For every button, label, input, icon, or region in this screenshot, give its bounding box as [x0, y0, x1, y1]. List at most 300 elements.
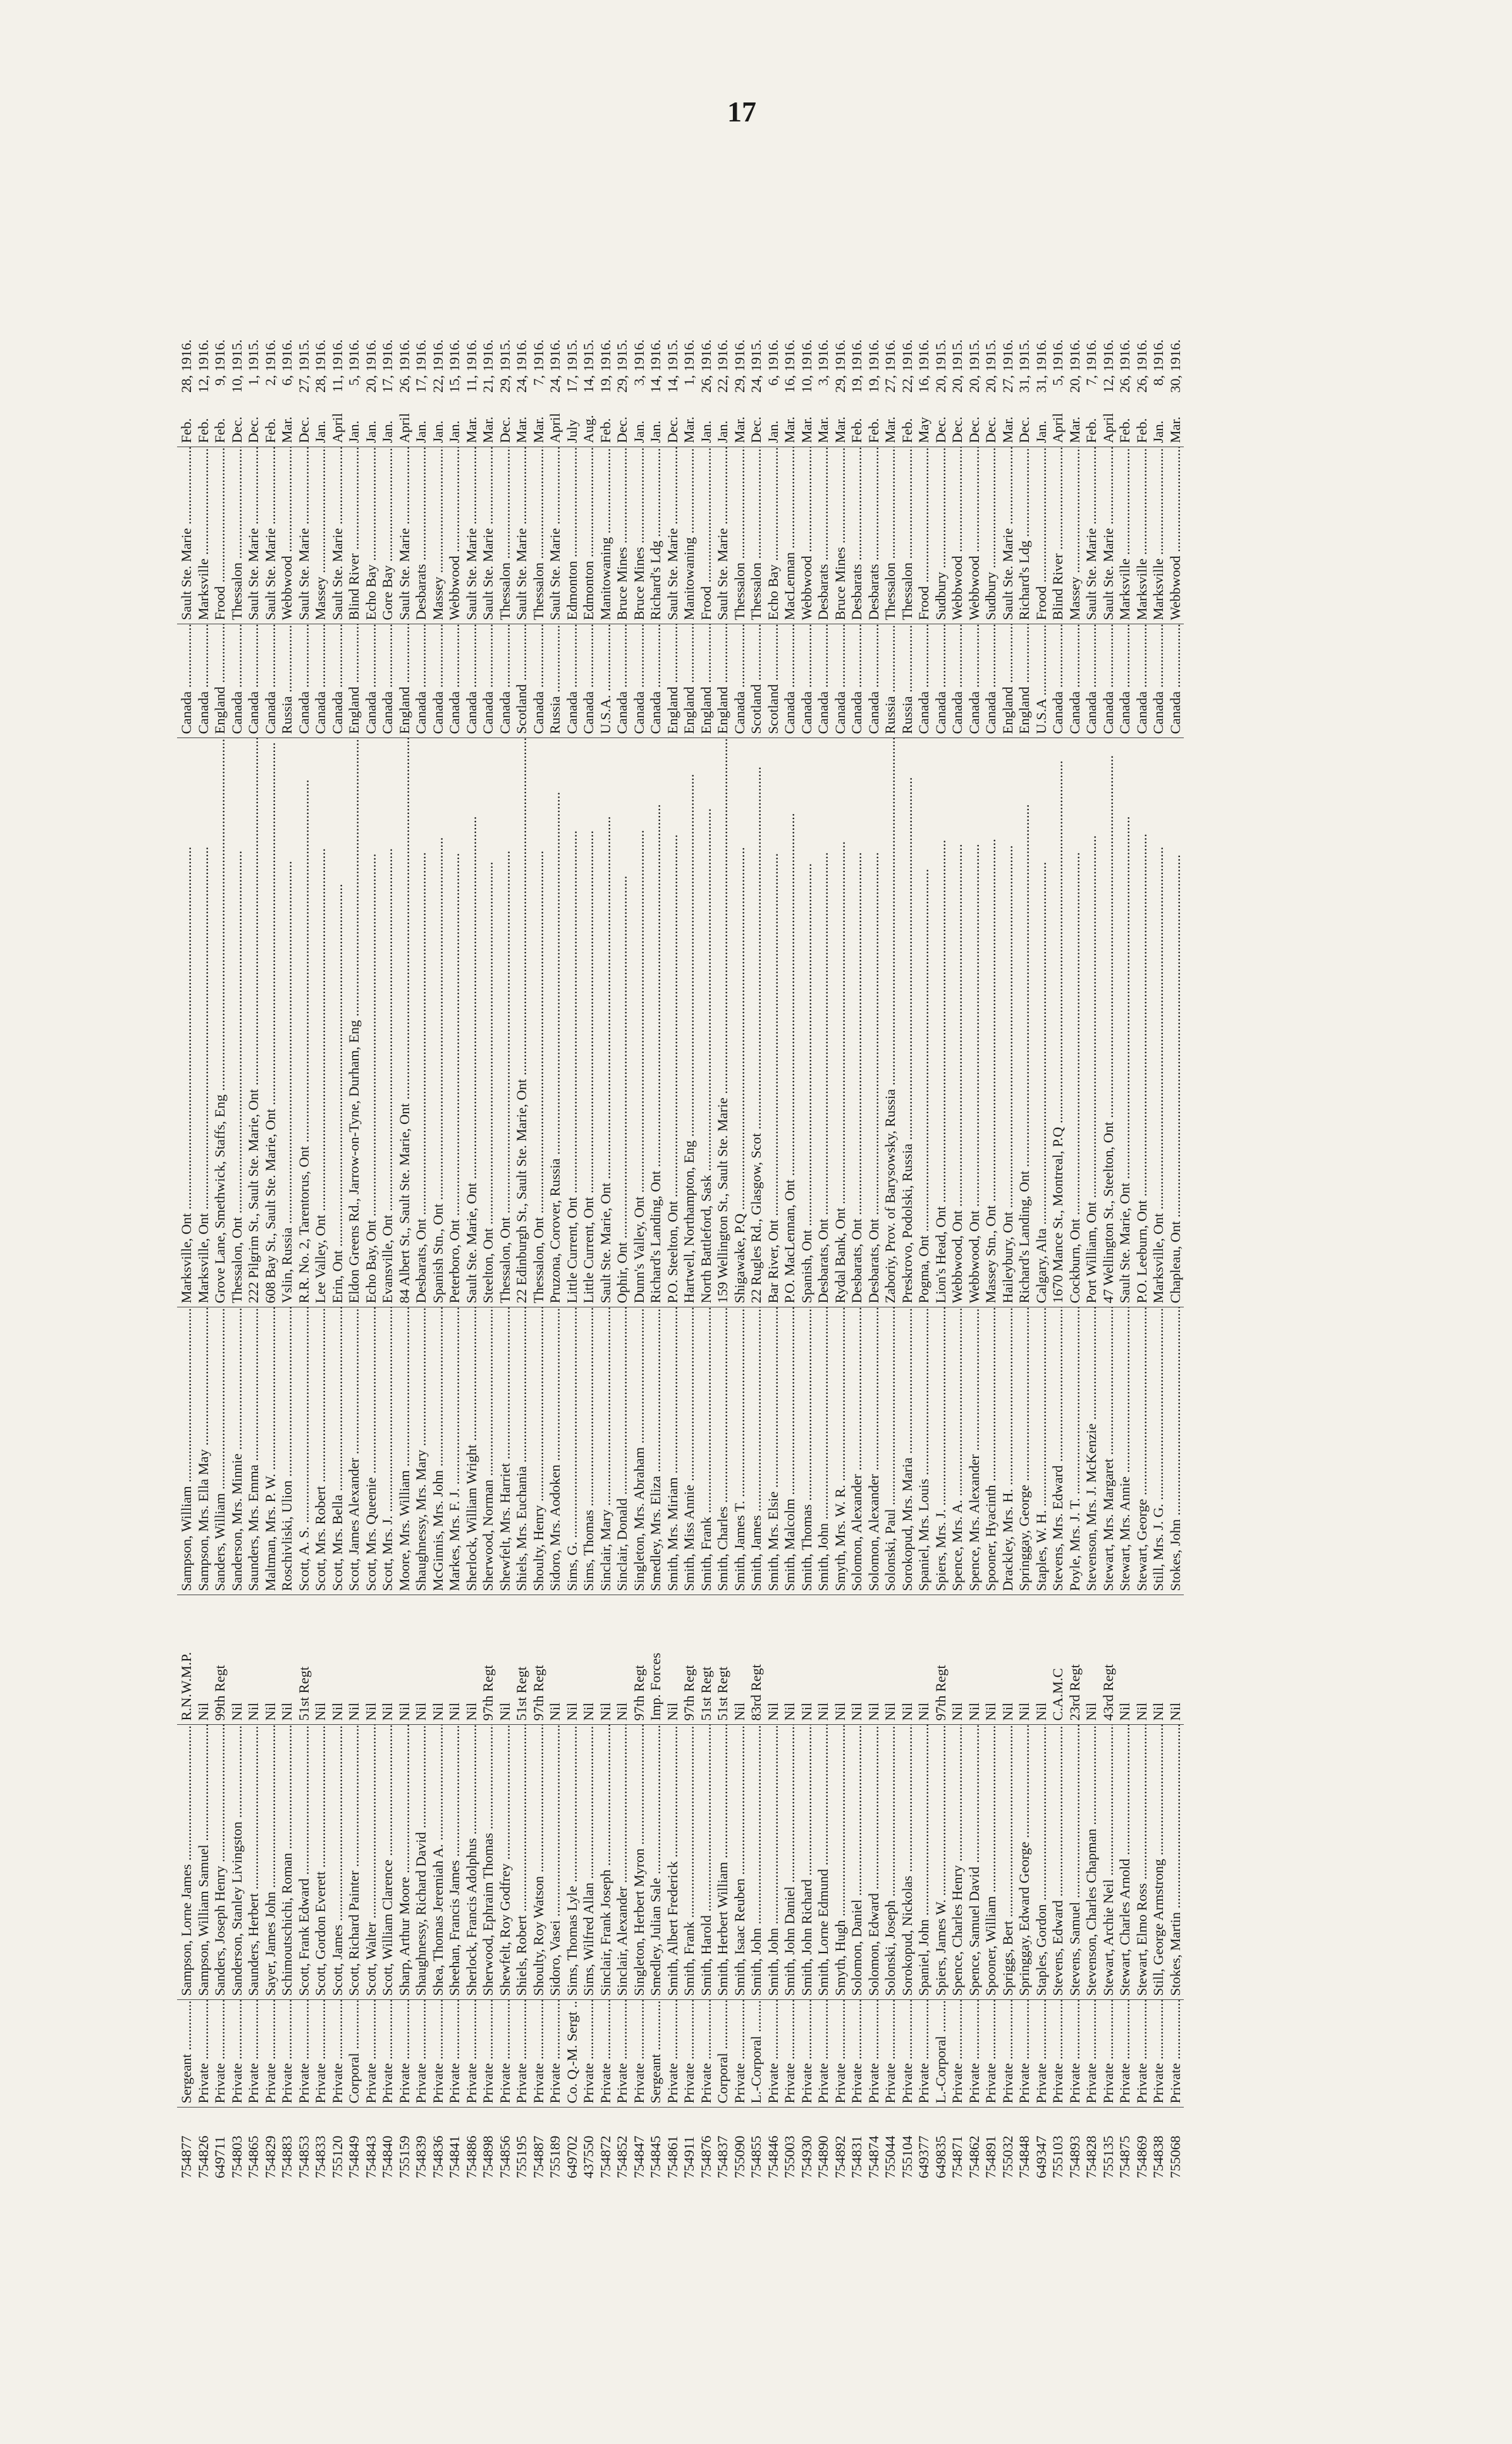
former-corps: Nil [279, 1595, 296, 1725]
next-of-kin: Poyle, Mrs. J. T. ..... [1067, 1307, 1084, 1595]
regimental-number: 754893 [1067, 2108, 1084, 2182]
former-corps: Nil [446, 1595, 464, 1725]
date-month: May [916, 417, 931, 443]
rank: Private ..... [899, 2000, 916, 2108]
date-year: 1916. [346, 339, 362, 372]
date-month: Mar. [513, 416, 529, 443]
date-year: 1916. [1117, 339, 1133, 372]
date-year: 1916. [379, 339, 395, 372]
former-corps: Imp. Forces [648, 1595, 665, 1725]
date-year: 1915. [228, 339, 245, 372]
date-month: April [329, 413, 345, 443]
table-row [497, 133, 514, 2182]
regimental-number: 754828 [1083, 2108, 1100, 2182]
date-month: Mar. [681, 416, 697, 443]
kin-address: P.O. Steelton, Ont ..... [665, 738, 682, 1307]
place-of-enlistment: Desbarats ..... [815, 447, 832, 624]
next-of-kin: Saunders, Mrs. Emma ..... [245, 1307, 262, 1595]
former-corps: 51st Regt [513, 1595, 531, 1725]
date-day: 20, [362, 374, 379, 393]
soldier-name: Stevenson, Charles Chapman ..... [1083, 1725, 1100, 2000]
soldier-name: Smith, Albert Frederick ..... [665, 1725, 682, 2000]
table-row [681, 133, 698, 2182]
table-row [765, 133, 782, 2182]
table-row [899, 133, 916, 2182]
place-of-enlistment: Frood ..... [1033, 447, 1050, 624]
date-day: 21, [480, 374, 496, 393]
place-of-enlistment: Richard's Ldg ..... [648, 447, 665, 624]
country-of-birth: Canada ..... [195, 624, 212, 738]
place-of-enlistment: Webbwood ..... [446, 447, 464, 624]
date-day: 31, [1016, 374, 1032, 393]
enlistment-date [363, 133, 380, 447]
date-year: 1915. [496, 339, 513, 372]
kin-address: Evansville, Ont ..... [379, 738, 396, 1307]
soldier-name: Sheehan, Francis James ..... [446, 1725, 464, 2000]
former-corps: 83rd Regt [748, 1595, 765, 1725]
country-of-birth: Canada ..... [329, 624, 347, 738]
date-day: 17, [563, 374, 580, 393]
rank: Private ..... [983, 2000, 1000, 2108]
kin-address: Marksville, Ont ..... [1150, 738, 1167, 1307]
date-year: 1916. [178, 339, 194, 372]
date-day: 27, [999, 374, 1016, 393]
rank: Private ..... [262, 2000, 280, 2108]
soldier-name: Scott, James ..... [329, 1725, 347, 2000]
date-day: 1, [681, 374, 697, 386]
soldier-name: Sorokopud, Nickolas ..... [899, 1725, 916, 2000]
table-row [732, 133, 749, 2182]
regimental-number: 754848 [1016, 2108, 1033, 2182]
place-of-enlistment: Sault Ste. Marie ..... [1000, 447, 1017, 624]
table-row [464, 133, 481, 2182]
kin-address: 47 Wellington St., Steelton, Ont ..... [1100, 738, 1117, 1307]
regimental-number: 754862 [966, 2108, 983, 2182]
next-of-kin: Sampson, William ..... [177, 1307, 195, 1595]
kin-address: Bar River, Ont ..... [765, 738, 782, 1307]
enlistment-date [1050, 133, 1067, 447]
country-of-birth: England ..... [396, 624, 414, 738]
country-of-birth: Canada ..... [966, 624, 983, 738]
enlistment-date [598, 133, 615, 447]
kin-address: Massey Stn., Ont ..... [983, 738, 1000, 1307]
former-corps: Nil [195, 1595, 212, 1725]
date-year: 1915. [1016, 339, 1032, 372]
rank: Private ..... [279, 2000, 296, 2108]
country-of-birth: England ..... [1016, 624, 1033, 738]
date-month: Jan. [648, 420, 663, 443]
table-row [430, 133, 447, 2182]
next-of-kin: Smith, Thomas ..... [799, 1307, 816, 1595]
date-month: Mar. [1066, 416, 1083, 443]
kin-address: P.O. Leeburn, Ont ..... [1134, 738, 1151, 1307]
place-of-enlistment: Marksville ..... [1150, 447, 1167, 624]
rank: Private ..... [631, 2000, 648, 2108]
rank: Private ..... [832, 2000, 849, 2108]
regimental-number: 754886 [464, 2108, 481, 2182]
date-year: 1916. [916, 339, 931, 372]
regimental-number: 754841 [446, 2108, 464, 2182]
soldier-name: Spence, Charles Henry ..... [949, 1725, 966, 2000]
regimental-number: 754803 [229, 2108, 246, 2182]
date-year: 1916. [782, 339, 797, 372]
soldier-name: Sayer, James John ..... [262, 1725, 280, 2000]
kin-address: Eldon Greens Rd., Jarrow-on-Tyne, Durham, Eng ..... [346, 738, 363, 1307]
table-row [396, 133, 414, 2182]
enlistment-date [748, 133, 765, 447]
date-year: 1916. [731, 339, 747, 372]
place-of-enlistment: Sault Ste. Marie ..... [1100, 447, 1117, 624]
kin-address: Webbwood, Ont ..... [949, 738, 966, 1307]
date-year: 1915. [295, 339, 312, 372]
next-of-kin: Sorokopud, Mrs. Maria ..... [899, 1307, 916, 1595]
date-day: 8, [1150, 374, 1166, 386]
rank: Private ..... [949, 2000, 966, 2108]
place-of-enlistment: Thessalon ..... [732, 447, 749, 624]
next-of-kin: Solomon, Alexander ..... [849, 1307, 866, 1595]
date-year: 1916. [446, 339, 462, 372]
country-of-birth: Canada ..... [312, 624, 329, 738]
rank: Private ..... [329, 2000, 347, 2108]
regimental-number: 754874 [866, 2108, 883, 2182]
regimental-number: 755189 [547, 2108, 564, 2182]
next-of-kin: Shoulty, Henry ..... [531, 1307, 548, 1595]
date-month: Mar. [530, 416, 546, 443]
kin-address: Marksville, Ont ..... [177, 738, 195, 1307]
enlistment-date [312, 133, 329, 447]
date-day: 24, [547, 374, 563, 393]
country-of-birth: Russia ..... [279, 624, 296, 738]
country-of-birth: England ..... [665, 624, 682, 738]
country-of-birth: Canada ..... [933, 624, 950, 738]
enlistment-date [1167, 133, 1184, 447]
date-month: Dec. [748, 416, 764, 443]
country-of-birth: Canada ..... [631, 624, 648, 738]
date-day: 29, [496, 374, 513, 393]
former-corps: 97th Regt [933, 1595, 950, 1725]
next-of-kin: Shiels, Mrs. Euchania ..... [513, 1307, 531, 1595]
soldier-name: Smedley, Julian Sale ..... [648, 1725, 665, 2000]
kin-address: Steelton, Ont ..... [480, 738, 497, 1307]
rank: Sergeant ..... [648, 2000, 665, 2108]
country-of-birth: Canada ..... [531, 624, 548, 738]
next-of-kin: Scott, James Alexander ..... [346, 1307, 363, 1595]
country-of-birth: U.S.A. ..... [598, 624, 615, 738]
place-of-enlistment: Sudbury ..... [983, 447, 1000, 624]
former-corps: 51st Regt [698, 1595, 715, 1725]
table-row [1033, 133, 1050, 2182]
date-year: 1915. [983, 339, 999, 372]
table-row [212, 133, 229, 2182]
rank: Sergeant ..... [177, 2000, 195, 2108]
kin-address: Zaboriy, Prov. of Barysowsky, Russia ..... [882, 738, 899, 1307]
date-day: 12, [195, 374, 211, 393]
kin-address: Erin, Ont ..... [329, 738, 347, 1307]
place-of-enlistment: Bruce Mines ..... [631, 447, 648, 624]
table-row [665, 133, 682, 2182]
regimental-number: 754865 [245, 2108, 262, 2182]
date-year: 1916. [865, 339, 882, 372]
former-corps: 97th Regt [480, 1595, 497, 1725]
date-year: 1916. [312, 339, 328, 372]
table-row [748, 133, 765, 2182]
date-year: 1916. [413, 339, 429, 372]
table-row [262, 133, 280, 2182]
date-month: Jan. [446, 420, 462, 443]
date-day: 10, [798, 374, 814, 393]
date-year: 1916. [329, 339, 345, 372]
next-of-kin: Markes, Mrs. F. J. ..... [446, 1307, 464, 1595]
date-day: 11, [329, 374, 345, 393]
place-of-enlistment: Sault Ste. Marie ..... [513, 447, 531, 624]
country-of-birth: Canada ..... [614, 624, 631, 738]
soldier-name: Sampson, William Samuel ..... [195, 1725, 212, 2000]
date-year: 1916. [1133, 339, 1150, 372]
enlistment-date [296, 133, 313, 447]
next-of-kin: Singleton, Mrs. Abraham ..... [631, 1307, 648, 1595]
date-day: 20, [983, 374, 999, 393]
former-corps: Nil [379, 1595, 396, 1725]
former-corps: 99th Regt [212, 1595, 229, 1725]
country-of-birth: Canada ..... [564, 624, 581, 738]
enlistment-date [849, 133, 866, 447]
next-of-kin: Sims, Thomas ..... [581, 1307, 598, 1595]
date-day: 20, [1066, 374, 1083, 393]
place-of-enlistment: Bruce Mines ..... [614, 447, 631, 624]
date-month: Dec. [245, 416, 261, 443]
date-month: Feb. [899, 418, 915, 443]
rank: Private ..... [480, 2000, 497, 2108]
table-row [849, 133, 866, 2182]
rank: Private ..... [413, 2000, 430, 2108]
enlistment-date [983, 133, 1000, 447]
table-row [983, 133, 1000, 2182]
kin-address: Thessalon, Ont ..... [497, 738, 514, 1307]
place-of-enlistment: Thessalon ..... [748, 447, 765, 624]
kin-address: Pogma, Ont ..... [916, 738, 933, 1307]
date-year: 1916. [630, 339, 647, 372]
rank: Private ..... [229, 2000, 246, 2108]
date-day: 7, [530, 374, 546, 386]
enlistment-date [430, 133, 447, 447]
date-year: 1916. [681, 339, 697, 372]
kin-address: Rydal Bank, Ont ..... [832, 738, 849, 1307]
table-row [1067, 133, 1084, 2182]
country-of-birth: Russia ..... [547, 624, 564, 738]
country-of-birth: Canada ..... [177, 624, 195, 738]
page-number: 17 [727, 96, 756, 128]
country-of-birth: Canada ..... [497, 624, 514, 738]
former-corps: Nil [849, 1595, 866, 1725]
former-corps: Nil [665, 1595, 682, 1725]
date-year: 1916. [396, 339, 412, 372]
table-row [1016, 133, 1033, 2182]
regimental-number: 755090 [732, 2108, 749, 2182]
date-year: 1916. [698, 339, 714, 372]
country-of-birth: Canada ..... [229, 624, 246, 738]
country-of-birth: Canada ..... [363, 624, 380, 738]
date-day: 27, [882, 374, 898, 393]
kin-address: Hartwell, Northampton, Eng ..... [681, 738, 698, 1307]
date-month: Jan. [362, 420, 379, 443]
country-of-birth: Canada ..... [1050, 624, 1067, 738]
former-corps: Nil [581, 1595, 598, 1725]
rank: Private ..... [547, 2000, 564, 2108]
country-of-birth: Canada ..... [1100, 624, 1117, 738]
date-year: 1916. [480, 339, 496, 372]
date-day: 16, [782, 374, 797, 393]
regimental-number: 754872 [598, 2108, 615, 2182]
enlistment-date [564, 133, 581, 447]
table-row [195, 133, 212, 2182]
table-row [631, 133, 648, 2182]
date-day: 17, [413, 374, 429, 393]
date-year: 1916. [999, 339, 1016, 372]
date-year: 1915. [245, 339, 261, 372]
date-day: 26, [1117, 374, 1133, 393]
regimental-number: 754871 [949, 2108, 966, 2182]
date-year: 1915. [949, 339, 965, 372]
table-row [698, 133, 715, 2182]
enlistment-date [531, 133, 548, 447]
date-year: 1916. [1066, 339, 1083, 372]
place-of-enlistment: Echo Bay ..... [765, 447, 782, 624]
date-month: Mar. [480, 416, 496, 443]
former-corps: Nil [799, 1595, 816, 1725]
date-month: Feb. [1117, 418, 1133, 443]
date-day: 3, [630, 374, 647, 386]
enlistment-date [648, 133, 665, 447]
date-year: 1916. [715, 339, 730, 372]
rank: Private ..... [1033, 2000, 1050, 2108]
table-row [866, 133, 883, 2182]
date-month: Dec. [966, 416, 982, 443]
enlistment-date [1016, 133, 1033, 447]
kin-address: Little Current, Ont ..... [581, 738, 598, 1307]
date-year: 1916. [1167, 339, 1183, 372]
table-row [531, 133, 548, 2182]
date-month: Dec. [1016, 416, 1032, 443]
next-of-kin: Moore, Mrs. William ..... [396, 1307, 414, 1595]
former-corps: Nil [832, 1595, 849, 1725]
rank: Private ..... [1150, 2000, 1167, 2108]
rank: Private ..... [782, 2000, 799, 2108]
country-of-birth: England ..... [698, 624, 715, 738]
country-of-birth: Canada ..... [480, 624, 497, 738]
table-row [1134, 133, 1151, 2182]
date-day: 6, [279, 374, 295, 386]
place-of-enlistment: Frood ..... [916, 447, 933, 624]
kin-address: 222 Pilgrim St., Sault Ste. Marie, Ont ..... [245, 738, 262, 1307]
date-day: 9, [212, 374, 228, 386]
rank: Private ..... [1016, 2000, 1033, 2108]
rank: Private ..... [531, 2000, 548, 2108]
date-day: 16, [916, 374, 931, 393]
country-of-birth: Canada ..... [782, 624, 799, 738]
soldier-name: Springgay, Edward George ..... [1016, 1725, 1033, 2000]
enlistment-date [916, 133, 933, 447]
former-corps: Nil [497, 1595, 514, 1725]
enlistment-date [815, 133, 832, 447]
table-row [177, 133, 195, 2182]
table-row [346, 133, 363, 2182]
next-of-kin: Still, Mrs. J. G. ..... [1150, 1307, 1167, 1595]
rank: L.-Corporal ..... [933, 2000, 950, 2108]
enlistment-date [1067, 133, 1084, 447]
rank: Private ..... [581, 2000, 598, 2108]
place-of-enlistment: Thessalon ..... [497, 447, 514, 624]
kin-address: Haileybury, Ont ..... [1000, 738, 1017, 1307]
date-month: Dec. [932, 416, 949, 443]
country-of-birth: U.S.A ..... [1033, 624, 1050, 738]
date-month: Mar. [832, 416, 848, 443]
place-of-enlistment: Sault Ste. Marie ..... [665, 447, 682, 624]
place-of-enlistment: Desbarats ..... [849, 447, 866, 624]
date-day: 26, [1133, 374, 1150, 393]
enlistment-date [229, 133, 246, 447]
rank: Co. Q.-M. Sergt ..... [564, 2000, 581, 2108]
enlistment-date [882, 133, 899, 447]
regimental-number: 649377 [916, 2108, 933, 2182]
former-corps: 51st Regt [715, 1595, 732, 1725]
next-of-kin: Sanders, William ..... [212, 1307, 229, 1595]
place-of-enlistment: Bruce Mines ..... [832, 447, 849, 624]
former-corps: Nil [1083, 1595, 1100, 1725]
former-corps: Nil [916, 1595, 933, 1725]
rank: Corporal ..... [715, 2000, 732, 2108]
former-corps: Nil [547, 1595, 564, 1725]
enlistment-date [262, 133, 280, 447]
date-month: Feb. [849, 418, 864, 443]
date-month: April [396, 413, 412, 443]
table-row [1150, 133, 1167, 2182]
table-row [782, 133, 799, 2182]
former-corps: Nil [765, 1595, 782, 1725]
next-of-kin: Scott, Mrs. Bella ..... [329, 1307, 347, 1595]
kin-address: Desbarats, Ont ..... [866, 738, 883, 1307]
enlistment-date [1134, 133, 1151, 447]
table-row [1100, 133, 1117, 2182]
date-day: 10, [228, 374, 245, 393]
enlistment-date [513, 133, 531, 447]
regimental-number: 754838 [1150, 2108, 1167, 2182]
rank: Private ..... [1167, 2000, 1184, 2108]
enlistment-date [1117, 133, 1134, 447]
country-of-birth: Canada ..... [1167, 624, 1184, 738]
date-month: Mar. [999, 416, 1016, 443]
rank: Private ..... [1117, 2000, 1134, 2108]
table-row [916, 133, 933, 2182]
next-of-kin: Stevens, Mrs. Edward ..... [1050, 1307, 1067, 1595]
rank: L.-Corporal ..... [748, 2000, 765, 2108]
place-of-enlistment: Marksville ..... [1117, 447, 1134, 624]
country-of-birth: Canada ..... [296, 624, 313, 738]
date-day: 14, [648, 374, 663, 393]
place-of-enlistment: Blind River ..... [346, 447, 363, 624]
place-of-enlistment: Webbwood ..... [949, 447, 966, 624]
date-day: 11, [463, 374, 479, 393]
rank: Private ..... [195, 2000, 212, 2108]
rank: Private ..... [312, 2000, 329, 2108]
former-corps: Nil [229, 1595, 246, 1725]
next-of-kin: Scott, A. S. ..... [296, 1307, 313, 1595]
date-month: Feb. [262, 418, 278, 443]
date-month: Feb. [178, 418, 194, 443]
table-row [598, 133, 615, 2182]
date-day: 5, [1050, 374, 1066, 386]
country-of-birth: Canada ..... [446, 624, 464, 738]
next-of-kin: Drackley, Mrs. H. ..... [1000, 1307, 1017, 1595]
